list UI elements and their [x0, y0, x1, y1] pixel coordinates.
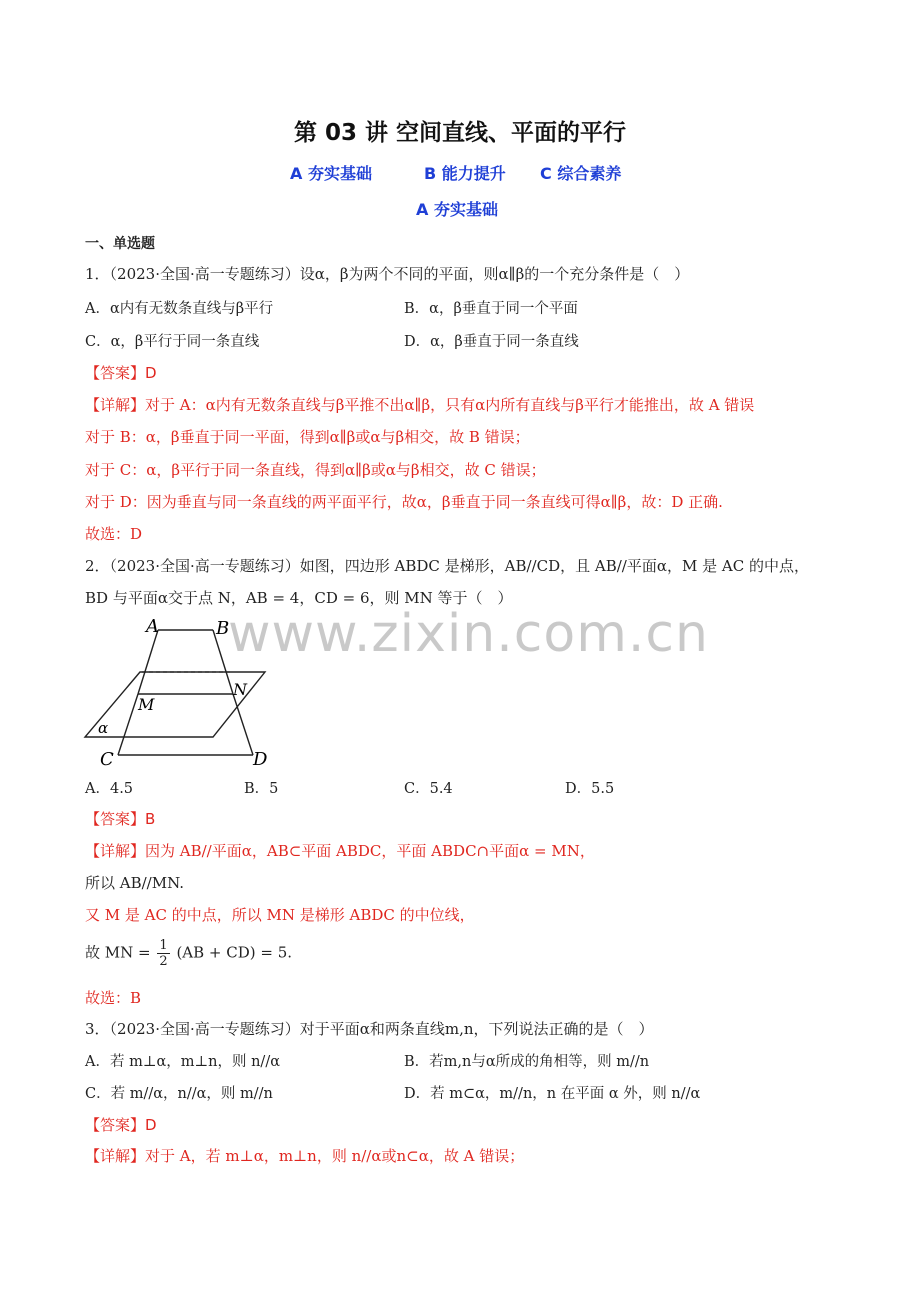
- segment-am: [138, 630, 158, 694]
- section-heading: 一、单选题: [85, 236, 155, 252]
- nav-link-a[interactable]: A 夯实基础: [290, 164, 372, 183]
- q1-choice: 故选：D: [85, 525, 143, 543]
- nav-link-c[interactable]: C 综合素养: [540, 164, 622, 183]
- q1-option-a: A．α内有无数条直线与β平行: [85, 301, 274, 317]
- fraction-half: [157, 938, 169, 969]
- q1-detail-2: 对于 B：α，β垂直于同一平面，得到α∥β或α与β相交，故 B 错误；: [85, 428, 530, 446]
- q2-option-d: D．5.5: [565, 781, 615, 797]
- page-title: 第 03 讲 空间直线、平面的平行: [293, 120, 627, 146]
- q1-stem: 1．（2023·全国·高一专题练习）设α，β为两个不同的平面，则α∥β的一个充分条件是（ ）: [85, 265, 690, 283]
- segment-bn: [213, 630, 233, 694]
- q3-option-b: B．若m,n与α所成的角相等，则 m//n: [404, 1054, 650, 1070]
- q3-detail-1: 【详解】对于 A，若 m⊥α，m⊥n，则 n//α或n⊂α，故 A 错误；: [85, 1147, 525, 1165]
- section-subtitle: A 夯实基础: [416, 200, 498, 219]
- q1-detail-4: 对于 D：因为垂直与同一条直线的两平面平行，故α，β垂直于同一条直线可得α∥β，故：D 正确.: [85, 493, 723, 511]
- q2-option-c: C．5.4: [404, 781, 453, 797]
- q2-detail-2: 所以 AB//MN.: [85, 874, 185, 892]
- segment-mc: [118, 694, 138, 755]
- label-a: A: [146, 616, 159, 637]
- fraction-numerator: 1: [159, 938, 168, 953]
- segment-nd: [233, 694, 253, 755]
- q2-option-a: A．4.5: [85, 781, 134, 797]
- q1-option-d: D．α，β垂直于同一条直线: [404, 334, 579, 350]
- label-b: B: [216, 618, 230, 639]
- q3-option-c: C．若 m//α，n//α，则 m//n: [85, 1086, 273, 1102]
- q3-answer: 【答案】D: [85, 1116, 157, 1134]
- q2-answer: 【答案】B: [85, 810, 156, 828]
- trapezoid-plane-figure: [80, 612, 280, 772]
- q2-choice: 故选：B: [85, 989, 142, 1007]
- watermark: www.zixin.com.cn: [228, 604, 709, 664]
- q1-detail-1: 【详解】对于 A：α内有无数条直线与β平推不出α∥β，只有α内所有直线与β平行才能推出，故 A 错误: [85, 396, 755, 414]
- q2-detail-1: 【详解】因为 AB//平面α，AB⊂平面 ABDC，平面 ABDC∩平面α = MN，: [85, 842, 595, 860]
- q2-detail-formula: [85, 938, 292, 969]
- q2-option-b: B．5: [244, 781, 279, 797]
- label-d: D: [253, 749, 268, 770]
- label-alpha: α: [98, 719, 109, 737]
- q1-option-c: C．α，β平行于同一条直线: [85, 334, 260, 350]
- fraction-denominator: 2: [159, 954, 168, 969]
- q3-stem: 3．（2023·全国·高一专题练习）对于平面α和两条直线m,n，下列说法正确的是（ ）: [85, 1020, 654, 1038]
- q2-stem-line2: BD 与平面α交于点 N，AB = 4，CD = 6，则 MN 等于（ ）: [85, 589, 513, 607]
- q3-option-a: A．若 m⊥α，m⊥n，则 n//α: [85, 1054, 280, 1070]
- label-c: C: [100, 749, 114, 770]
- q1-option-b: B．α，β垂直于同一个平面: [404, 301, 578, 317]
- nav-link-b[interactable]: B 能力提升: [424, 164, 506, 183]
- label-m: M: [138, 695, 155, 714]
- q3-option-d: D．若 m⊂α，m//n，n 在平面 α 外，则 n//α: [404, 1086, 701, 1102]
- q1-detail-3: 对于 C：α，β平行于同一条直线，得到α∥β或α与β相交，故 C 错误；: [85, 461, 546, 479]
- label-n: N: [233, 680, 247, 699]
- q2-detail-3: 又 M 是 AC 的中点，所以 MN 是梯形 ABDC 的中位线，: [85, 906, 475, 924]
- q2-stem-line1: 2．（2023·全国·高一专题练习）如图，四边形 ABDC 是梯形，AB//CD，且 AB//平面α，M 是 AC 的中点，: [85, 557, 809, 575]
- formula-prefix: 故 MN =: [85, 943, 151, 962]
- formula-suffix: (AB + CD) = 5.: [176, 943, 293, 962]
- q1-answer: 【答案】D: [85, 364, 157, 382]
